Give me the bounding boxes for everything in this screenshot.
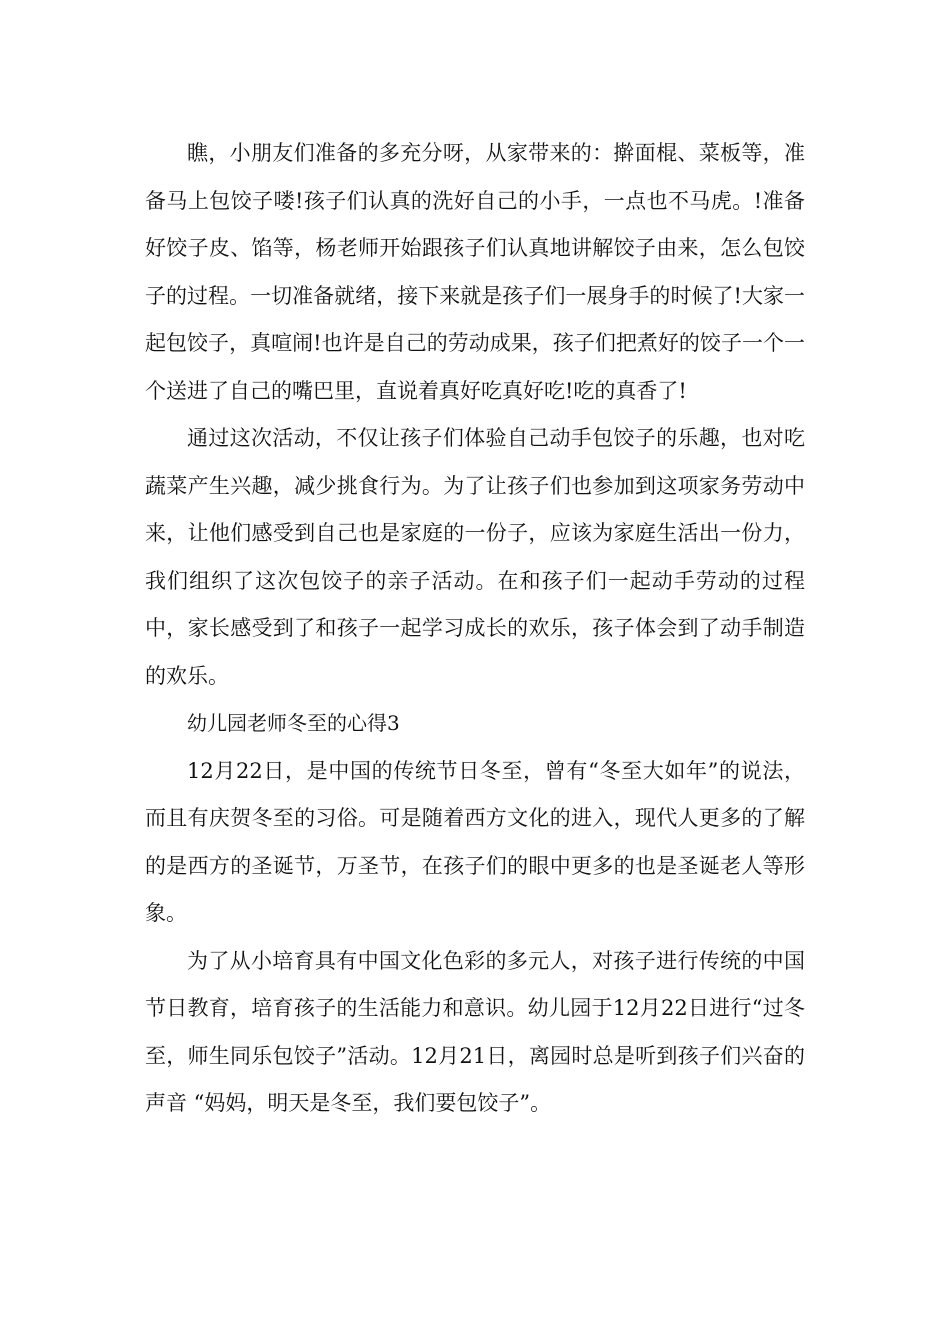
paragraph-winter-solstice-intro: 12月22日，是中国的传统节日冬至，曾有“冬至大如年”的说法，而且有庆贺冬至的习俗。可是随着西方文化的进入，现代人更多的了解的是西方的圣诞节，万圣节，在孩子们的眼中更多的也是圣诞老人等形象。 [145, 758, 805, 925]
paragraph-dumplings-preparation: 瞧，小朋友们准备的多充分呀，从家带来的：擀面棍、菜板等，准备马上包饺子喽!孩子们认真的洗好自己的小手，一点也不马虎。!准备好饺子皮、馅等，杨老师开始跟孩子们认真地讲解饺子由来，怎么包饺子的过程。一切准备就绪，接下来就是孩子们一展身手的时候了!大家一起包饺子，真喧闹!也许是自己的劳动成果，孩子们把煮好的饺子一个一个送进了自己的嘴巴里，直说着真好吃真好吃!吃的真香了! [145, 141, 805, 403]
paragraph-festival-education: 为了从小培育具有中国文化色彩的多元人，对孩子进行传统的中国节日教育，培育孩子的生活能力和意识。幼儿园于12月22日进行“过冬至，师生同乐包饺子”活动。12月21日，离园时总是听到孩子们兴奋的声音 “妈妈，明天是冬至，我们要包饺子”。 [145, 948, 805, 1115]
section-heading: 幼儿园老师冬至的心得3 [187, 711, 400, 735]
document-body [145, 130, 805, 1128]
paragraph-activity-reflection: 通过这次活动，不仅让孩子们体验自己动手包饺子的乐趣，也对吃蔬菜产生兴趣，减少挑食行为。为了让孩子们也参加到这项家务劳动中来，让他们感受到自己也是家庭的一份子，应该为家庭生活出一份力，我们组织了这次包饺子的亲子活动。在和孩子们一起动手劳动的过程中，家长感受到了和孩子一起学习成长的欢乐，孩子体会到了动手制造的欢乐。 [145, 426, 805, 688]
